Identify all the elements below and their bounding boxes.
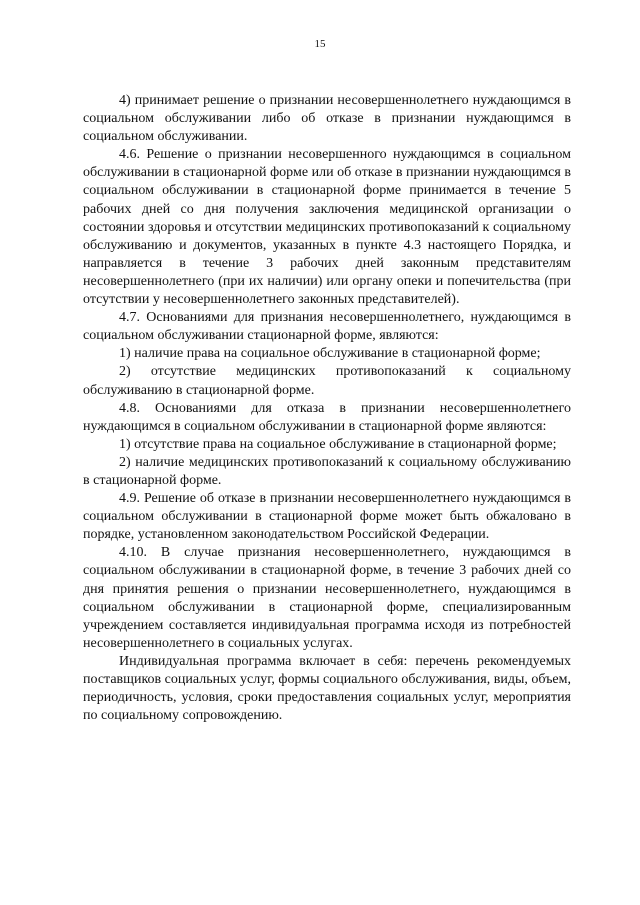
paragraph-4-6: 4.6. Решение о признании несовершенного нуждающимся в социальном обслуживании в стационарной форме или об отказе в признании нуждающимся в социальном обслуживании в стационарной форме принимается в течение 5 рабочих дней со дня получения заключения медицинской организации о состоянии здоровья и отсутствии медицинских противопоказаний к социальному обслуживанию и документов, указанных в пункте 4.3 настоящего Порядка, и направляется в течение 3 рабочих дней законным представителям несовершеннолетнего (при их наличии) или органу опеки и попечительства (при отсутствии у несовершеннолетнего законных представителей). xyxy=(83,147,571,308)
paragraph-4-10: 4.10. В случае признания несовершеннолетнего, нуждающимся в социальном обслуживании в стационарной форме, в течение 3 рабочих дней со дня принятия решения о признании несовершеннолетнего, нуждающимся в социальном обслуживании в стационарной форме, специализированным учреждением составляется индивидуальная программа исходя из потребностей несовершеннолетнего в социальных услугах. xyxy=(83,545,571,651)
paragraph-4-8-item-1: 1) отсутствие права на социальное обслуживание в стационарной форме; xyxy=(119,436,557,452)
paragraph-4-7-item-2: 2) отсутствие медицинских противопоказаний к социальному обслуживанию в стационарной форме. xyxy=(83,364,571,398)
paragraph-4-8-item-2: 2) наличие медицинских противопоказаний к социальному обслуживанию в стационарной форме. xyxy=(83,454,571,488)
paragraph-4-decision: 4) принимает решение о признании несовершеннолетнего нуждающимся в социальном обслуживании либо об отказе в признании нуждающимся в социальном обслуживании. xyxy=(83,93,571,145)
paragraph-4-7: 4.7. Основаниями для признания несовершеннолетнего, нуждающимся в социальном обслуживании стационарной форме, являются: xyxy=(83,310,571,344)
page-number: 15 xyxy=(314,38,326,50)
document-body xyxy=(83,92,571,725)
paragraph-4-8: 4.8. Основаниями для отказа в признании несовершеннолетнего нуждающимся в социальном обслуживании в стационарной форме являются: xyxy=(83,400,571,434)
paragraph-individual-program: Индивидуальная программа включает в себя: перечень рекомендуемых поставщиков социальных услуг, формы социального обслуживания, виды, объем, периодичность, условия, сроки предоставления социальных услуг, мероприятия по социальному сопровождению. xyxy=(83,653,571,724)
paragraph-4-9: 4.9. Решение об отказе в признании несовершеннолетнего нуждающимся в социальном обслуживании в стационарной форме может быть обжаловано в порядке, установленном законодательством Российской Федерации. xyxy=(83,491,571,543)
paragraph-4-7-item-1: 1) наличие права на социальное обслуживание в стационарной форме; xyxy=(119,346,541,362)
